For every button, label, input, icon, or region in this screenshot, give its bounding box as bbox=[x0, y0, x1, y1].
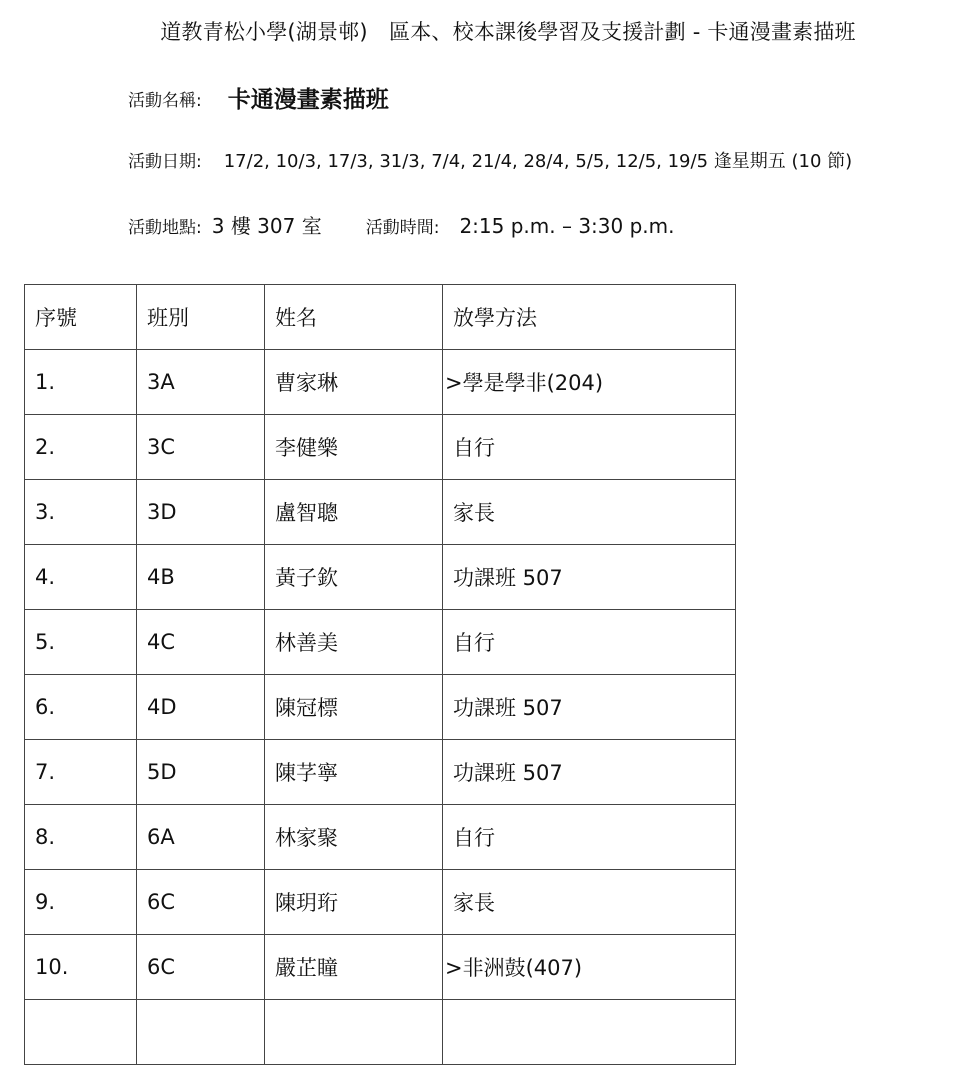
row-serial: 2. bbox=[25, 415, 137, 480]
row-serial: 6. bbox=[25, 675, 137, 740]
row-class: 3C bbox=[137, 415, 265, 480]
activity-location-line bbox=[128, 210, 675, 239]
table-row-partial bbox=[25, 1000, 736, 1065]
row-serial bbox=[25, 1000, 137, 1065]
activity-date-value: 17/2, 10/3, 17/3, 31/3, 7/4, 21/4, 28/4, 5/5, 12/5, 19/5 逢星期五 (10 節) bbox=[223, 151, 853, 172]
row-student-name: 陳冠標 bbox=[265, 675, 443, 740]
row-class: 6C bbox=[137, 935, 265, 1000]
table-row bbox=[25, 935, 736, 1000]
row-dismissal: >非洲鼓(407) bbox=[443, 935, 736, 1000]
row-dismissal: 自行 bbox=[443, 415, 736, 480]
row-student-name: 林善美 bbox=[265, 610, 443, 675]
row-dismissal: 功課班 507 bbox=[443, 675, 736, 740]
row-student-name: 李健樂 bbox=[265, 415, 443, 480]
activity-time-value: 2:15 p.m. – 3:30 p.m. bbox=[459, 214, 675, 238]
row-dismissal: 功課班 507 bbox=[443, 545, 736, 610]
row-student-name: 陳玥珩 bbox=[265, 870, 443, 935]
row-student-name: 陳芓寧 bbox=[265, 740, 443, 805]
row-dismissal: 家長 bbox=[443, 870, 736, 935]
row-dismissal bbox=[443, 1000, 736, 1065]
activity-name-line bbox=[128, 80, 389, 113]
row-serial: 5. bbox=[25, 610, 137, 675]
activity-location-value: 3 樓 307 室 bbox=[211, 214, 322, 238]
activity-date-label: 活動日期: bbox=[128, 152, 202, 172]
header-name: 姓名 bbox=[265, 285, 443, 350]
table-row bbox=[25, 740, 736, 805]
row-dismissal: 功課班 507 bbox=[443, 740, 736, 805]
row-class: 4B bbox=[137, 545, 265, 610]
activity-location-label: 活動地點: bbox=[128, 218, 202, 238]
row-serial: 3. bbox=[25, 480, 137, 545]
row-student-name: 曹家琳 bbox=[265, 350, 443, 415]
row-dismissal: 家長 bbox=[443, 480, 736, 545]
row-serial: 10. bbox=[25, 935, 137, 1000]
row-student-name: 嚴芷瞳 bbox=[265, 935, 443, 1000]
table-row bbox=[25, 545, 736, 610]
table-header-row bbox=[25, 285, 736, 350]
activity-time-label: 活動時間: bbox=[365, 218, 440, 238]
row-dismissal: >學是學非(204) bbox=[443, 350, 736, 415]
row-class: 3D bbox=[137, 480, 265, 545]
table-row bbox=[25, 675, 736, 740]
table-row bbox=[25, 480, 736, 545]
header-serial: 序號 bbox=[25, 285, 137, 350]
row-class: 6A bbox=[137, 805, 265, 870]
row-class bbox=[137, 1000, 265, 1065]
table-row bbox=[25, 610, 736, 675]
row-class: 4C bbox=[137, 610, 265, 675]
row-student-name: 林家聚 bbox=[265, 805, 443, 870]
row-serial: 9. bbox=[25, 870, 137, 935]
row-class: 4D bbox=[137, 675, 265, 740]
activity-date-line bbox=[128, 147, 852, 173]
header-dismissal: 放學方法 bbox=[443, 285, 736, 350]
row-student-name bbox=[265, 1000, 443, 1065]
row-class: 5D bbox=[137, 740, 265, 805]
table-row bbox=[25, 350, 736, 415]
row-class: 3A bbox=[137, 350, 265, 415]
row-serial: 8. bbox=[25, 805, 137, 870]
header-class: 班別 bbox=[137, 285, 265, 350]
row-student-name: 盧智聰 bbox=[265, 480, 443, 545]
activity-name-value: 卡通漫畫素描班 bbox=[227, 87, 389, 113]
table-row bbox=[25, 870, 736, 935]
activity-name-label: 活動名稱: bbox=[128, 91, 202, 111]
document-title: 道教青松小學(湖景邨) 區本、校本課後學習及支援計劃 - 卡通漫畫素描班 bbox=[160, 20, 856, 44]
table-row bbox=[25, 805, 736, 870]
row-dismissal: 自行 bbox=[443, 805, 736, 870]
row-serial: 1. bbox=[25, 350, 137, 415]
table-row bbox=[25, 415, 736, 480]
row-serial: 4. bbox=[25, 545, 137, 610]
row-serial: 7. bbox=[25, 740, 137, 805]
student-roster-table bbox=[24, 284, 736, 1065]
row-student-name: 黃子欽 bbox=[265, 545, 443, 610]
row-class: 6C bbox=[137, 870, 265, 935]
row-dismissal: 自行 bbox=[443, 610, 736, 675]
